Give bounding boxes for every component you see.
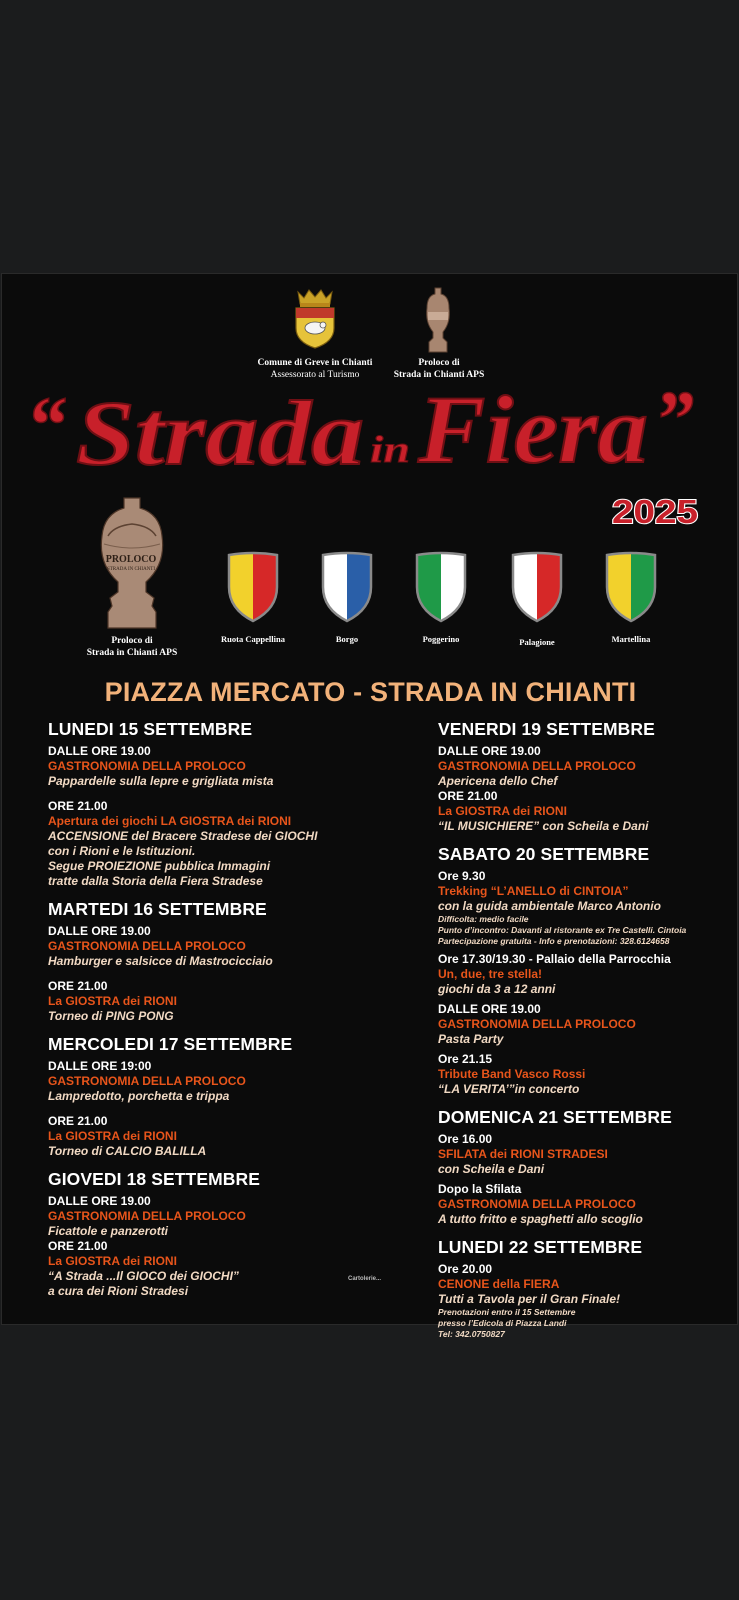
shield-label: Ruota Cappellina [221, 634, 285, 644]
event-title: La GIOSTRA dei RIONI [48, 994, 177, 1008]
title-close-quote: ” [654, 376, 694, 464]
event-title: La GIOSTRA dei RIONI [48, 1254, 177, 1268]
comune-sub: Assessorato al Turismo [270, 370, 360, 380]
event-time: ORE 21.00 [48, 799, 108, 813]
schedule-right-column [438, 719, 734, 1340]
event-time: ORE 21.00 [48, 979, 108, 993]
event-note: Prenotazioni entro il 15 Settembre [438, 1307, 576, 1317]
event-title: GASTRONOMIA DELLA PROLOCO [48, 1074, 246, 1088]
event-detail: Torneo di CALCIO BALILLA [48, 1144, 207, 1158]
event-note: Tel: 342.0750827 [438, 1329, 505, 1339]
event-title: La GIOSTRA dei RIONI [48, 1129, 177, 1143]
event-time: Ore 20.00 [438, 1262, 493, 1276]
printer-signature: Cartolerie... [348, 1276, 382, 1282]
title-open-quote: “ [26, 382, 66, 470]
event-title: GASTRONOMIA DELLA PROLOCO [48, 939, 246, 953]
event-time: DALLE ORE 19.00 [438, 1002, 541, 1016]
event-detail: Segue PROIEZIONE pubblica Immagini [48, 859, 271, 873]
event-note: Partecipazione gratuita - Info e prenotazioni: 328.6124658 [438, 936, 670, 946]
day-heading: DOMENICA 21 SETTEMBRE [438, 1107, 672, 1127]
day-heading: LUNEDI 15 SETTEMBRE [48, 719, 253, 739]
shield-label: Poggerino [422, 634, 460, 644]
event-time: DALLE ORE 19.00 [438, 744, 541, 758]
event-time: Ore 16.00 [438, 1132, 493, 1146]
event-detail: Lampredotto, porchetta e trippa [48, 1089, 230, 1103]
event-detail: con Scheila e Dani [438, 1162, 545, 1176]
event-detail: giochi da 3 a 12 anni [438, 982, 556, 996]
title-word-fiera: Fiera [416, 376, 648, 483]
day-heading: LUNEDI 22 SETTEMBRE [438, 1237, 643, 1257]
day-heading: SABATO 20 SETTEMBRE [438, 844, 650, 864]
event-note: presso l’Edicola di Piazza Landi [438, 1318, 567, 1328]
comune-name: Comune di Greve in Chianti [257, 358, 373, 368]
event-title: GASTRONOMIA DELLA PROLOCO [438, 759, 636, 773]
shield-label: Martellina [611, 634, 651, 644]
event-time: DALLE ORE 19:00 [48, 1059, 152, 1073]
shield-icon [510, 551, 564, 623]
location-heading: PIAZZA MERCATO - STRADA IN CHIANTI [104, 677, 637, 707]
event-time: Dopo la Sfilata [438, 1182, 522, 1196]
shield-label: Palagione [519, 637, 555, 647]
event-detail: “LA VERITA’”in concerto [438, 1082, 580, 1096]
event-title: GASTRONOMIA DELLA PROLOCO [438, 1017, 636, 1031]
schedule-left-column [48, 719, 388, 1299]
shield-icon [604, 551, 658, 623]
event-note: Punto d’incontro: Davanti al ristorante ex Tre Castelli. Cintoia [438, 925, 687, 935]
event-detail: Pappardelle sulla lepre e grigliata mista [48, 774, 274, 788]
event-title: Trekking “L’ANELLO di CINTOIA” [438, 884, 629, 898]
event-time: Ore 17.30/19.30 - Pallaio della Parrocchia [438, 952, 671, 966]
event-time: DALLE ORE 19.00 [48, 1194, 151, 1208]
event-poster [1, 273, 738, 1339]
vase-label-name: PROLOCO [105, 554, 157, 565]
day-heading: MARTEDI 16 SETTEMBRE [48, 899, 267, 919]
event-detail: Ficattole e panzerotti [48, 1224, 169, 1238]
shield-icon [414, 551, 468, 623]
event-time: Ore 9.30 [438, 869, 486, 883]
event-time: DALLE ORE 19.00 [48, 924, 151, 938]
vase-label [98, 554, 164, 573]
day-heading: GIOVEDI 18 SETTEMBRE [48, 1169, 261, 1189]
event-detail: Hamburger e salsicce di Mastrocicciaio [48, 954, 273, 968]
event-detail: Pasta Party [438, 1032, 504, 1046]
event-note: Difficolta: medio facile [438, 914, 529, 924]
shield-icon [320, 551, 374, 623]
shield-icon [226, 551, 280, 623]
event-title [26, 374, 716, 494]
vase-caption [70, 635, 194, 659]
proloco-line1: Proloco di [418, 358, 460, 368]
day-heading: MERCOLEDI 17 SETTEMBRE [48, 1034, 293, 1054]
event-time: ORE 21.00 [438, 789, 498, 803]
title-word-in: in [370, 429, 410, 471]
event-detail: A tutto fritto e spaghetti allo scoglio [438, 1212, 643, 1226]
comune-crest-icon [292, 288, 338, 350]
event-time: Ore 21.15 [438, 1052, 493, 1066]
event-detail: “A Strada ...Il GIOCO dei GIOCHI” [48, 1269, 239, 1283]
proloco-vase-icon [421, 286, 455, 356]
day-heading: VENERDI 19 SETTEMBRE [438, 719, 655, 739]
event-title: SFILATA dei RIONI STRADESI [438, 1147, 608, 1161]
event-detail: tratte dalla Storia della Fiera Stradese [48, 874, 263, 888]
vase-label-sub: STRADA IN CHIANTI [106, 567, 156, 572]
event-detail: con la guida ambientale Marco Antonio [438, 899, 661, 913]
event-detail: a cura dei Rioni Stradesi [48, 1284, 189, 1298]
event-detail: con i Rioni e le Istituzioni. [48, 844, 196, 858]
shield-label: Borgo [335, 634, 359, 644]
event-time: DALLE ORE 19.00 [48, 744, 151, 758]
title-year [608, 492, 704, 532]
event-detail: “IL MUSICHIERE” con Scheila e Dani [438, 819, 649, 833]
event-time: ORE 21.00 [48, 1114, 108, 1128]
event-time: ORE 21.00 [48, 1239, 108, 1253]
event-title: Un, due, tre stella! [438, 967, 543, 981]
event-title: GASTRONOMIA DELLA PROLOCO [438, 1197, 636, 1211]
event-detail: Apericena dello Chef [438, 774, 558, 788]
proloco-line2: Strada in Chianti APS [393, 370, 485, 380]
event-detail: Torneo di PING PONG [48, 1009, 174, 1023]
event-title: GASTRONOMIA DELLA PROLOCO [48, 1209, 246, 1223]
event-title: Tribute Band Vasco Rossi [438, 1067, 586, 1081]
event-title: La GIOSTRA dei RIONI [438, 804, 567, 818]
event-detail: ACCENSIONE del Bracere Stradese dei GIOCHI [48, 829, 318, 843]
event-title: Apertura dei giochi LA GIOSTRA dei RIONI [48, 814, 292, 828]
year-text: 2025 [612, 493, 698, 530]
title-word-strada: Strada [76, 382, 364, 484]
event-title: CENONE della FIERA [438, 1277, 560, 1291]
vase-caption-2: Strada in Chianti APS [86, 648, 178, 658]
vase-caption-1: Proloco di [111, 636, 153, 646]
event-title: GASTRONOMIA DELLA PROLOCO [48, 759, 246, 773]
event-detail: Tutti a Tavola per il Gran Finale! [438, 1292, 621, 1306]
